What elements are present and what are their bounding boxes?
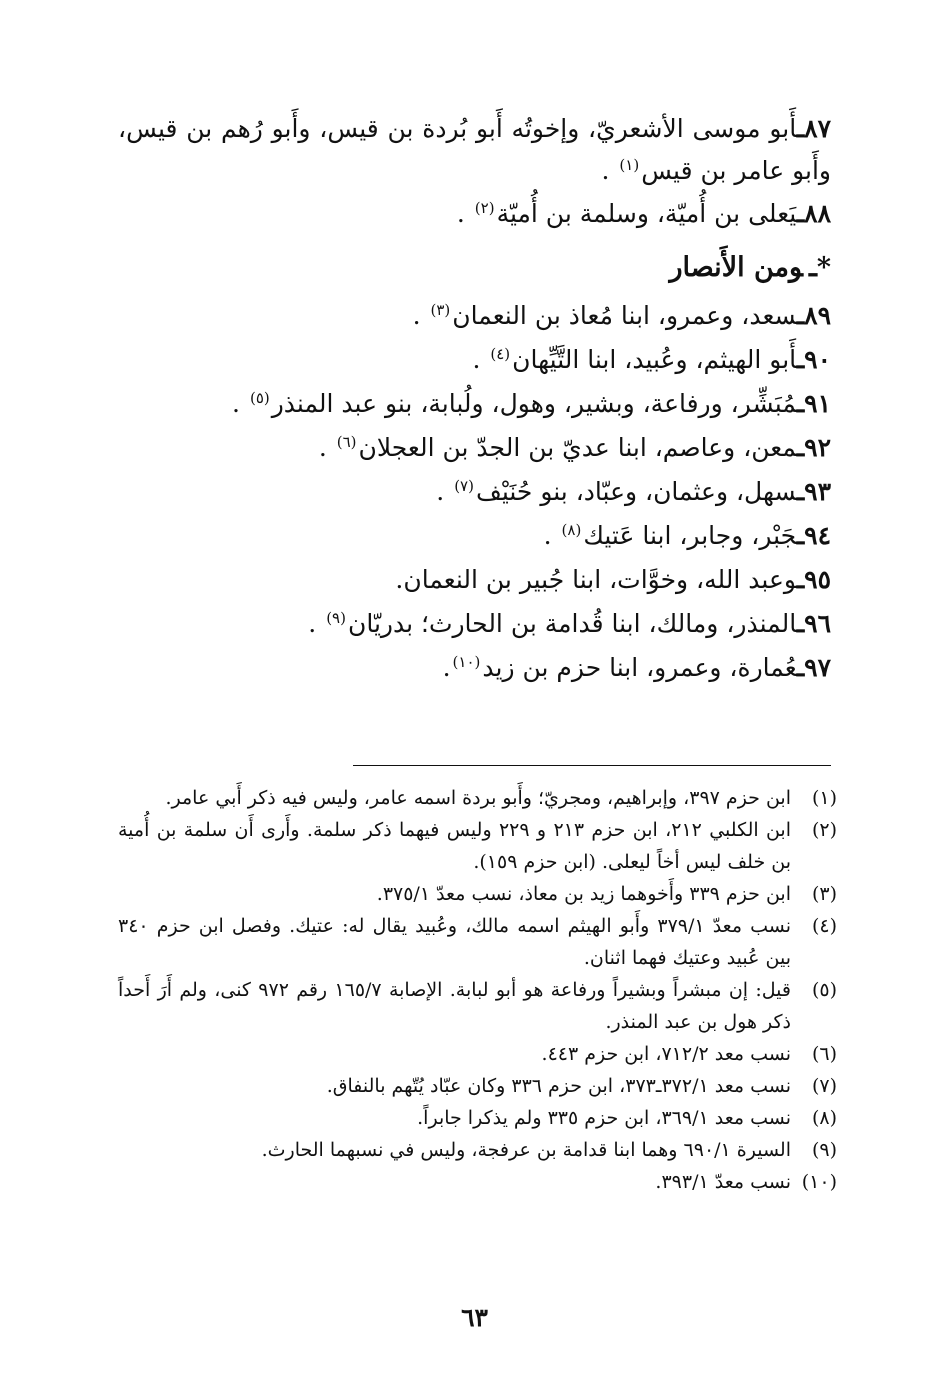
entry-text: مُبَشِّر، ورفاعة، وبشير، وهول، ولُبابة، بنو عبد المنذر	[271, 389, 797, 418]
footnote-text: السيرة ٦٩٠/١ وهما ابنا قدامة بن عرفجة، وليس في نسبهما الحارث.	[261, 1139, 791, 1161]
footnote-3	[118, 878, 837, 910]
footnote-number: (٧)	[811, 1075, 837, 1097]
entry-93	[118, 470, 831, 514]
entry-text: معن، وعاصم، ابنا عديّ بن الجدّ بن العجلان	[358, 433, 797, 462]
footnote-10	[118, 1166, 837, 1198]
main-text	[118, 108, 831, 690]
entry-97	[118, 646, 831, 690]
footnotes	[118, 782, 837, 1198]
entry-tail: .	[436, 477, 445, 506]
footnote-text: قيل: إن مبشراً وبشيراً ورفاعة هو أبو لبابة. الإصابة ١٦٥/٧ رقم ٩٧٢ كنى، ولم أَرَ أَحداً ذكر هول بن عبد المنذر.	[118, 979, 791, 1033]
page-number: ٦٣	[461, 1303, 488, 1332]
footnote-text: نسب معد ٧١٢/٢، ابن حزم ٤٤٣.	[541, 1043, 791, 1065]
footnote-number: (١)	[811, 787, 837, 809]
entry-number: ٩٤ـ	[796, 521, 831, 550]
entry-tail: .	[318, 433, 327, 462]
footnote-7	[118, 1070, 837, 1102]
section-title: ومن الأَنصار	[669, 252, 803, 283]
entry-number: ٨٨ـ	[796, 199, 831, 228]
footnote-number: (٨)	[811, 1107, 837, 1129]
section-heading-ansar	[118, 244, 831, 292]
entry-text: وعبد الله، وخوَّات، ابنا جُبير بن النعمان.	[395, 565, 797, 594]
entry-tail: .	[412, 301, 421, 330]
footnote-9	[118, 1134, 837, 1166]
footnote-text: ابن حزم ٣٩٧، وإبراهيم، ومجريّ؛ وأَبو بردة اسمه عامر، وليس فيه ذكر أَبي عامر.	[165, 787, 791, 809]
footnote-ref[interactable]: (٣)	[430, 300, 451, 319]
footnote-ref[interactable]: (١)	[619, 155, 640, 174]
entry-text: عُمارة، وعمرو، ابنا حزم بن زيد	[482, 653, 797, 682]
entry-tail: .	[543, 521, 552, 550]
footnote-6	[118, 1038, 837, 1070]
entry-text: المنذر، ومالك، ابنا قُدامة بن الحارث؛ بدريّان	[347, 609, 797, 638]
entry-number: ٩٥ـ	[796, 565, 831, 594]
footnote-ref[interactable]: (٤)	[490, 344, 511, 363]
footnote-ref[interactable]: (٥)	[249, 388, 270, 407]
entry-number: ٨٧ـ	[796, 114, 831, 143]
entry-text: سعد، وعمرو، ابنا مُعاذ بن النعمان	[452, 301, 797, 330]
entry-tail: .	[456, 199, 465, 228]
entry-94	[118, 514, 831, 558]
entry-91	[118, 382, 831, 426]
footnote-text: ابن حزم ٣٣٩ وأَخوهما زيد بن معاذ، نسب معدّ ٣٧٥/١.	[376, 883, 791, 905]
entry-number: ٩٢ـ	[796, 433, 831, 462]
footnote-ref[interactable]: (٧)	[454, 476, 474, 495]
entry-number: ٩٣ـ	[796, 477, 831, 506]
entry-88	[118, 192, 831, 236]
entry-95	[118, 558, 831, 602]
footnote-divider	[353, 765, 831, 766]
footnote-ref[interactable]: (٢)	[474, 198, 495, 217]
ansar-entries	[118, 294, 831, 690]
footnote-ref[interactable]: (٨)	[561, 520, 582, 539]
entry-number: ٩٦ـ	[796, 609, 831, 638]
entry-number: ٩١ـ	[796, 389, 831, 418]
footnote-ref[interactable]: (٩)	[326, 608, 346, 627]
entry-text: أَبو موسى الأشعريّ، وإخوتُه أَبو بُردة بن قيس، وأَبو رُهم بن قيس، وأَبو عامر بن قيس	[118, 114, 831, 185]
entry-tail: .	[308, 609, 317, 638]
footnote-number: (٣)	[811, 883, 837, 905]
footnote-number: (٤)	[811, 915, 837, 937]
footnote-number: (٢)	[811, 819, 837, 841]
footnote-text: نسب معد ٣٦٩/١، ابن حزم ٣٣٥ ولم يذكرا جابراً.	[417, 1107, 791, 1129]
entry-number: ٩٧ـ	[796, 653, 831, 682]
entry-tail: .	[442, 653, 451, 682]
entry-text: يَعلى بن أُميّة، وسلمة بن أُميّة	[496, 199, 797, 228]
footnote-5	[118, 974, 837, 1038]
entry-text: جَبْر، وجابر، ابنا عَتيك	[583, 521, 797, 550]
entry-90	[118, 338, 831, 382]
entry-number: ٩٠ـ	[796, 345, 831, 374]
entry-tail: .	[601, 156, 610, 185]
section-mark: *ـ	[808, 252, 831, 283]
entry-tail: .	[472, 345, 481, 374]
footnote-text: ابن الكلبي ٢١٢، ابن حزم ٢١٣ و ٢٢٩ وليس فيهما ذكر سلمة. وأَرى أَن سلمة بن أُمية بن خلف ليس أخاً ليعلى. (ابن حزم ١٥٩).	[118, 819, 792, 873]
entry-89	[118, 294, 831, 338]
footnote-number: (٦)	[811, 1043, 837, 1065]
footnote-number: (٩)	[811, 1139, 837, 1161]
entry-92	[118, 426, 831, 470]
entry-text: سهل، وعثمان، وعبّاد، بنو حُنَيْف	[475, 477, 797, 506]
entry-87	[118, 108, 831, 192]
footnote-ref[interactable]: (١٠)	[452, 652, 481, 671]
entry-text: أَبو الهيثم، وعُبيد، ابنا التَّيِّهان	[512, 345, 797, 374]
footnote-text: نسب معدّ ٣٩٣/١.	[655, 1171, 791, 1193]
footnote-number: (١٠)	[801, 1171, 837, 1193]
entry-96	[118, 602, 831, 646]
entry-number: ٨٩ـ	[796, 301, 831, 330]
footnote-1	[118, 782, 837, 814]
footnote-4	[118, 910, 837, 974]
footnote-text: نسب معد ٣٧٢/١ـ٣٧٣، ابن حزم ٣٣٦ وكان عبّاد يُتّهم بالنفاق.	[326, 1075, 791, 1097]
entry-tail: .	[232, 389, 240, 418]
footnote-text: نسب معدّ ٣٧٩/١ وأَبو الهيثم اسمه مالك، وعُبيد يقال له: عتيك. وفصل ابن حزم ٣٤٠ بين عُبيد وعتيك فهما اثنان.	[118, 915, 791, 969]
footnote-number: (٥)	[811, 979, 837, 1001]
footnote-ref[interactable]: (٦)	[336, 432, 357, 451]
footnote-8	[118, 1102, 837, 1134]
footnote-2	[118, 814, 837, 878]
